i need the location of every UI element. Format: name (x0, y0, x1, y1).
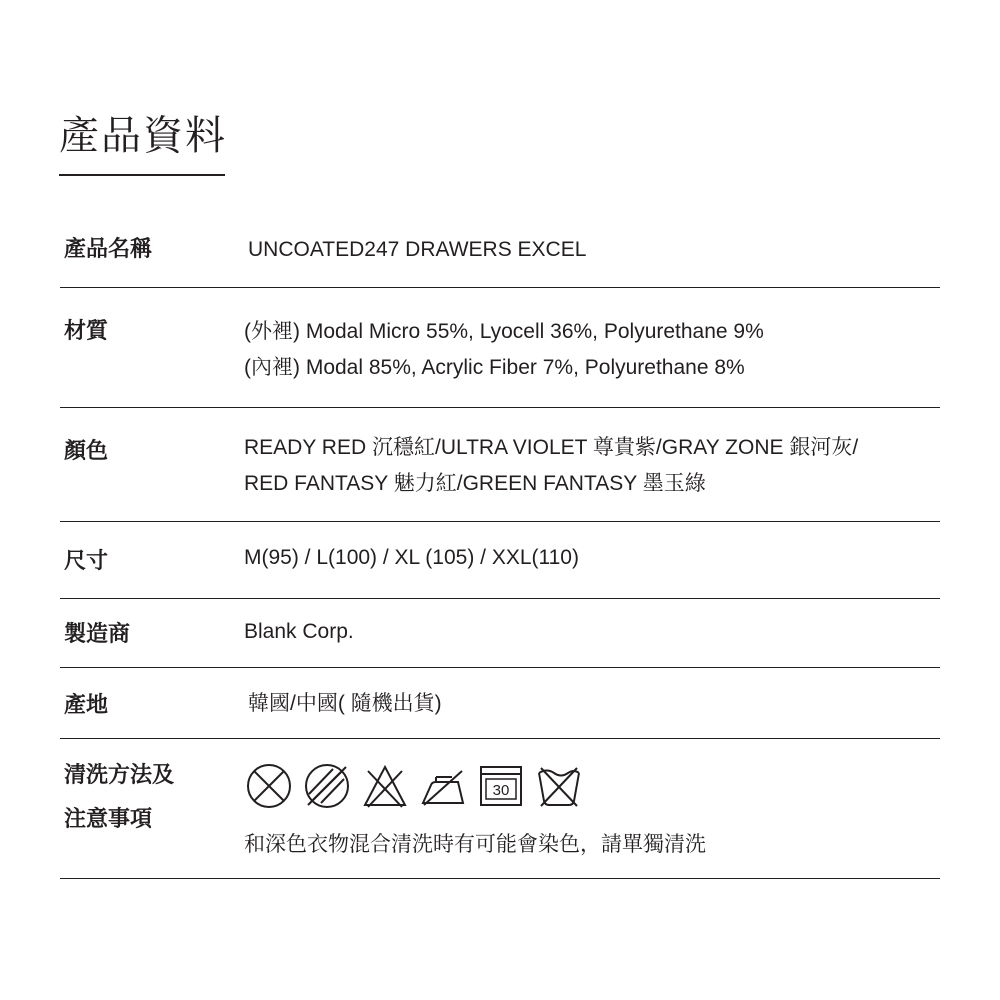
color-line-2: RED FANTASY 魅力紅/GREEN FANTASY 墨玉綠 (244, 472, 706, 495)
origin-label: 產地 (64, 693, 109, 718)
page-title: 產品資料 (59, 113, 227, 159)
title-underline (59, 174, 225, 176)
color-line-1: READY RED 沉穩紅/ULTRA VIOLET 尊貴紫/GRAY ZONE 銀河灰/ (244, 436, 859, 459)
material-value (244, 314, 764, 386)
row-maker (60, 599, 940, 668)
row-origin (60, 668, 940, 739)
size-value: M(95) / L(100) / XL (105) / XXL(110) (244, 546, 579, 569)
do-not-tumble-dry-icon (534, 761, 584, 811)
do-not-bleach-icon (360, 761, 410, 811)
do-not-wash-icon (244, 761, 294, 811)
color-label: 顏色 (64, 439, 109, 464)
care-label-line-1: 清洗方法及 (64, 763, 175, 788)
product-name-value: UNCOATED247 DRAWERS EXCEL (248, 238, 587, 261)
wash-30-icon (476, 761, 526, 811)
row-size (60, 522, 940, 599)
care-label (64, 754, 174, 842)
color-value (244, 430, 858, 502)
product-name-label: 產品名稱 (64, 237, 153, 262)
material-label: 材質 (64, 319, 109, 344)
row-product-name (60, 222, 940, 288)
size-label: 尺寸 (64, 549, 109, 574)
material-inner-line: (內裡) Modal 85%, Acrylic Fiber 7%, Polyurethane 8% (244, 356, 745, 379)
wash-temp-label: 30 (492, 782, 510, 799)
care-icons (244, 761, 584, 811)
maker-label: 製造商 (64, 622, 131, 647)
care-label-line-2: 注意事項 (64, 807, 153, 832)
do-not-dry-clean-icon (302, 761, 352, 811)
origin-value: 韓國/中國( 隨機出貨) (248, 692, 442, 715)
material-outer-line: (外裡) Modal Micro 55%, Lyocell 36%, Polyurethane 9% (244, 320, 764, 343)
maker-value: Blank Corp. (244, 620, 354, 643)
row-color (60, 408, 940, 522)
row-care (60, 739, 940, 879)
row-material (60, 288, 940, 408)
do-not-iron-icon (418, 761, 468, 811)
care-note: 和深色衣物混合清洗時有可能會染色，請單獨清洗 (244, 832, 706, 856)
